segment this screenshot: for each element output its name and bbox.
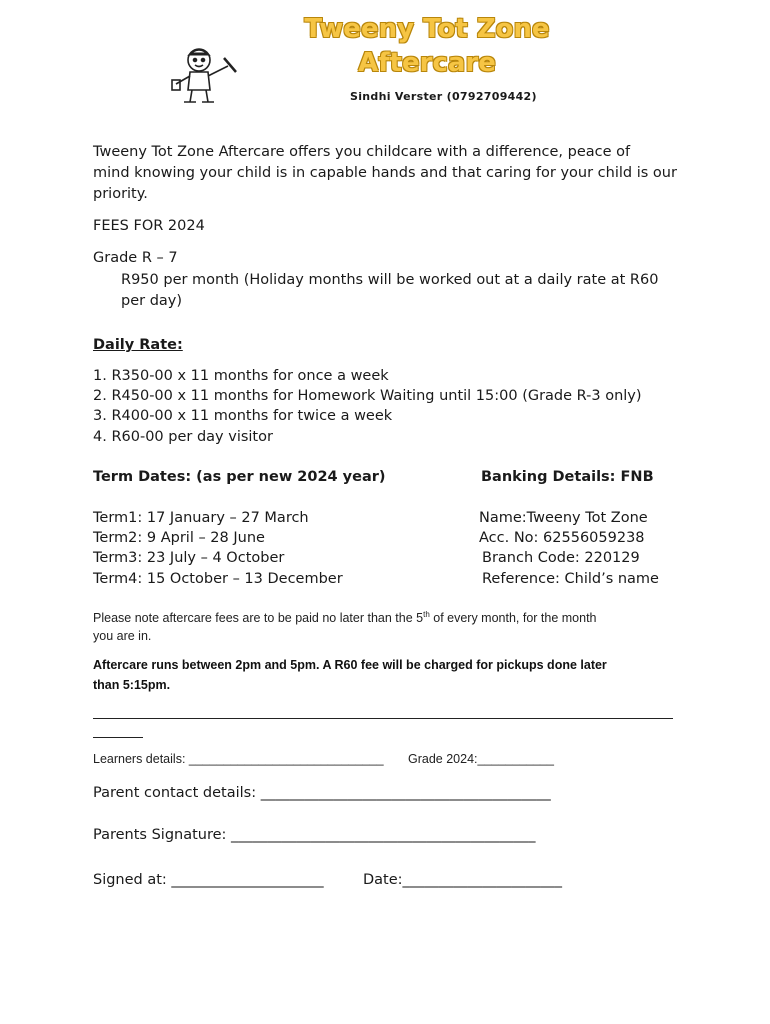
- term-item: Term3: 23 July – 4 October: [93, 550, 285, 566]
- term-item: Term1: 17 January – 27 March: [93, 510, 309, 526]
- intro-line-2: mind knowing your child is in capable hands and that caring for your child is our: [93, 165, 677, 181]
- payment-note-line-1: [93, 610, 597, 625]
- banking-item: Acc. No: 62556059238: [479, 530, 645, 546]
- separator-line: [93, 718, 673, 719]
- title-line-1: Tweeny Tot Zone: [304, 14, 550, 44]
- fees-heading: FEES FOR 2024: [93, 218, 205, 234]
- daily-rate-item: 1. R350-00 x 11 months for once a week: [93, 368, 389, 384]
- grade-2024-field[interactable]: Grade 2024:___________: [408, 752, 554, 766]
- payment-note-text-a: Please note aftercare fees are to be paid no later than the 5: [93, 611, 424, 626]
- child-cartoon-logo: [166, 44, 242, 106]
- fees-monthly-line-2: per day): [121, 293, 183, 309]
- banking-item: Name:Tweeny Tot Zone: [479, 510, 648, 526]
- term-item: Term2: 9 April – 28 June: [93, 530, 265, 546]
- term-item: Term4: 15 October – 13 December: [93, 571, 343, 587]
- title-line-2: Aftercare: [358, 48, 496, 78]
- fees-grade: Grade R – 7: [93, 250, 178, 266]
- daily-rate-item: 4. R60-00 per day visitor: [93, 429, 273, 445]
- daily-rate-heading: Daily Rate:: [93, 337, 183, 353]
- parent-contact-field[interactable]: Parent contact details: ________________________________________: [93, 785, 551, 801]
- intro-line-1: Tweeny Tot Zone Aftercare offers you childcare with a difference, peace of: [93, 144, 631, 160]
- payment-note-text-b: of every month, for the month: [429, 611, 597, 626]
- daily-rate-item: 2. R450-00 x 11 months for Homework Waiting until 15:00 (Grade R-3 only): [93, 388, 642, 404]
- parents-signature-field[interactable]: Parents Signature: __________________________________________: [93, 827, 536, 843]
- separator-line-short: [93, 737, 143, 738]
- term-dates-heading: Term Dates: (as per new 2024 year): [93, 469, 386, 485]
- contact-info: Sindhi Verster (0792709442): [350, 90, 537, 103]
- hours-note-line-1: Aftercare runs between 2pm and 5pm. A R60 fee will be charged for pickups done later: [93, 658, 607, 672]
- banking-item: Reference: Child’s name: [482, 571, 659, 587]
- fees-monthly-line-1: R950 per month (Holiday months will be worked out at a daily rate at R60: [121, 272, 659, 288]
- daily-rate-item: 3. R400-00 x 11 months for twice a week: [93, 408, 393, 424]
- banking-heading: Banking Details: FNB: [481, 469, 654, 485]
- hours-note-line-2: than 5:15pm.: [93, 678, 171, 692]
- learners-details-field[interactable]: Learners details: ____________________________: [93, 752, 384, 766]
- date-field[interactable]: Date:______________________: [363, 872, 563, 888]
- payment-note-sup: th: [423, 610, 430, 619]
- payment-note-line-2: you are in.: [93, 629, 152, 643]
- intro-line-3: priority.: [93, 186, 148, 202]
- signed-at-field[interactable]: Signed at: _____________________: [93, 872, 324, 888]
- banking-item: Branch Code: 220129: [482, 550, 640, 566]
